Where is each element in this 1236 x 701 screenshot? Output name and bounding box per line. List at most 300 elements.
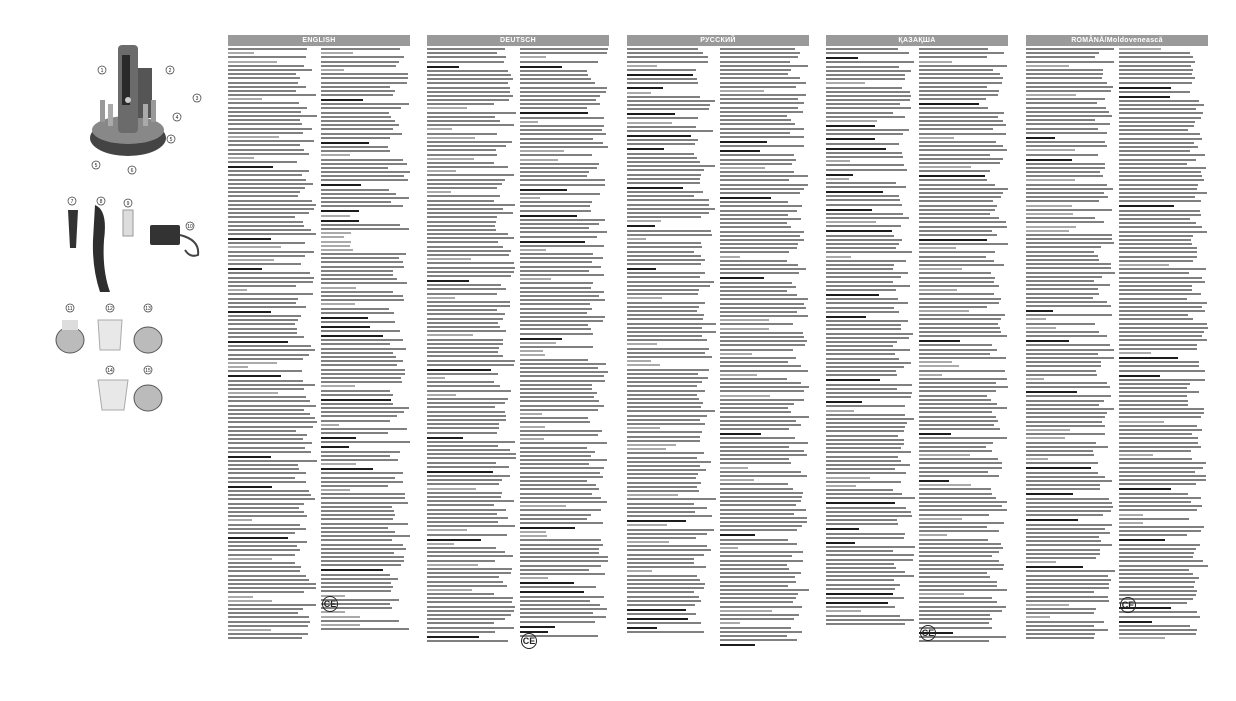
text-line [1119, 247, 1197, 249]
text-line [627, 631, 704, 633]
text-line [919, 170, 990, 172]
text-line [520, 219, 605, 221]
text-line [720, 631, 802, 633]
text-line [228, 82, 298, 84]
text-line [720, 65, 808, 67]
text-line [720, 644, 755, 646]
text-line [427, 373, 498, 375]
text-line [321, 133, 402, 135]
text-line [826, 456, 898, 458]
text-line [228, 77, 300, 79]
text-line [427, 618, 505, 620]
text-line [1026, 544, 1112, 546]
text-line [1026, 267, 1111, 269]
text-line [1119, 383, 1190, 385]
text-line [228, 442, 312, 444]
callout-5: 5 [169, 137, 173, 143]
text-line [826, 285, 910, 287]
text-line [427, 441, 515, 443]
text-line [427, 500, 514, 502]
text-line [919, 416, 996, 418]
text-line [321, 321, 395, 323]
text-line [1026, 404, 1099, 406]
text-line [520, 522, 603, 524]
text-line [919, 318, 1001, 320]
text-line [427, 99, 509, 101]
text-line [627, 314, 704, 316]
text-line [919, 551, 999, 553]
text-line [228, 132, 303, 134]
text-line [228, 285, 296, 287]
text-line [520, 350, 543, 352]
text-line [826, 186, 906, 188]
text-line [228, 65, 304, 67]
text-line [321, 343, 390, 345]
text-line [1119, 379, 1205, 381]
text-line [720, 618, 794, 620]
text-line [427, 74, 511, 76]
text-line [228, 554, 295, 556]
text-line [427, 483, 499, 485]
text-line [720, 159, 796, 161]
text-line [627, 113, 675, 115]
text-line [228, 183, 313, 185]
text-line [627, 622, 701, 624]
text-line [1026, 472, 1098, 474]
text-line [826, 70, 911, 72]
text-line [919, 614, 990, 616]
text-line [1119, 565, 1208, 567]
text-line [1119, 344, 1197, 346]
text-line [228, 621, 310, 623]
text-line [919, 382, 996, 384]
text-line [826, 511, 911, 513]
text-line [1026, 524, 1112, 526]
text-line [321, 415, 397, 417]
text-line [427, 539, 481, 541]
text-line [627, 220, 661, 222]
text-line [228, 447, 305, 449]
text-line [826, 213, 903, 215]
text-line [1119, 226, 1202, 228]
text-line [826, 78, 905, 80]
text-line [1026, 561, 1056, 563]
text-line [720, 374, 757, 376]
text-line [520, 413, 542, 415]
text-line [427, 120, 500, 122]
text-line [427, 593, 494, 595]
text-line [720, 601, 793, 603]
text-line [919, 454, 970, 456]
text-line [826, 103, 900, 105]
text-line [627, 427, 660, 429]
text-line [427, 437, 463, 439]
text-line [321, 407, 409, 409]
text-line [427, 572, 511, 574]
text-line [1026, 335, 1107, 337]
text-line [826, 320, 908, 322]
text-line [919, 103, 979, 105]
text-line [826, 225, 901, 227]
text-line [1119, 87, 1171, 89]
text-line [228, 591, 304, 593]
text-line [520, 608, 607, 610]
text-line [826, 276, 901, 278]
text-line [720, 492, 803, 494]
text-line [826, 443, 904, 445]
text-line [520, 138, 593, 140]
text-line [919, 268, 962, 270]
text-line [520, 539, 601, 541]
text-line [1026, 301, 1107, 303]
text-line [228, 392, 278, 394]
text-line [1026, 450, 1093, 452]
text-line [1026, 608, 1096, 610]
text-line [627, 69, 696, 71]
text-line [321, 228, 409, 230]
text-line [720, 568, 789, 570]
text-line [919, 442, 993, 444]
text-line [919, 256, 986, 258]
text-line [427, 174, 514, 176]
text-line [1119, 425, 1197, 427]
text-line [720, 622, 740, 624]
text-line [321, 112, 389, 114]
text-line [321, 120, 395, 122]
text-line [427, 166, 508, 168]
text-line [1119, 52, 1190, 54]
text-line [1119, 505, 1202, 507]
text-line [1119, 56, 1193, 58]
text-line [520, 154, 592, 156]
text-line [627, 56, 708, 58]
text-line [919, 378, 1007, 380]
text-line [826, 537, 904, 539]
text-line [321, 94, 393, 96]
text-line [627, 410, 715, 412]
text-line [228, 90, 296, 92]
text-line [228, 242, 305, 244]
text-line [627, 520, 686, 522]
callout-15: 15 [145, 368, 151, 374]
text-line [1119, 479, 1206, 481]
text-line [228, 179, 306, 181]
text-line [826, 477, 870, 479]
text-line [720, 332, 803, 334]
text-line [919, 128, 993, 130]
text-line [826, 156, 903, 158]
text-line [1026, 149, 1075, 151]
text-line [520, 493, 592, 495]
text-line [1026, 154, 1098, 156]
text-line [1119, 577, 1199, 579]
text-line [720, 555, 792, 557]
text-line [427, 471, 493, 473]
text-line [520, 544, 603, 546]
text-line [1119, 218, 1190, 220]
text-line [1026, 528, 1105, 530]
text-line [919, 424, 994, 426]
text-line [228, 558, 272, 560]
text-line [321, 502, 408, 504]
text-line [321, 624, 360, 626]
text-line [520, 380, 605, 382]
text-line [1119, 625, 1190, 627]
text-line [1026, 167, 1105, 169]
text-line [520, 409, 598, 411]
text-line [720, 483, 788, 485]
text-line [720, 340, 807, 342]
text-line [720, 201, 788, 203]
text-line [427, 322, 498, 324]
text-line [520, 548, 599, 550]
text-line [720, 163, 792, 165]
text-line [520, 488, 599, 490]
text-line [1026, 327, 1056, 329]
text-line [321, 312, 394, 314]
text-line [919, 407, 1007, 409]
text-line [1026, 386, 1110, 388]
text-line [826, 235, 894, 237]
text-line [720, 123, 795, 125]
text-line [919, 601, 997, 603]
text-line [228, 637, 302, 639]
text-line [321, 339, 403, 341]
text-line [427, 284, 501, 286]
text-line [720, 98, 798, 100]
text-line [720, 154, 794, 156]
text-line [720, 222, 787, 224]
text-line [1119, 552, 1194, 554]
text-line [228, 306, 306, 308]
text-line [1026, 498, 1109, 500]
text-line [1026, 446, 1108, 448]
text-line [919, 433, 951, 435]
text-line [919, 361, 952, 363]
text-line [720, 437, 795, 439]
text-line [627, 293, 698, 295]
text-line [427, 585, 507, 587]
text-line [321, 364, 397, 366]
text-line [228, 434, 307, 436]
text-line [321, 390, 390, 392]
text-line [627, 436, 700, 438]
text-line [627, 490, 699, 492]
text-line [520, 621, 595, 623]
text-line [228, 486, 272, 488]
text-line [520, 129, 602, 131]
text-line [627, 482, 701, 484]
text-line [1026, 314, 1112, 316]
text-line [826, 353, 895, 355]
text-line [427, 61, 504, 63]
text-line [1119, 163, 1187, 165]
text-line [919, 264, 1004, 266]
text-line [627, 268, 656, 270]
text-line [520, 324, 588, 326]
text-line [720, 145, 804, 147]
text-line [228, 430, 296, 432]
text-line [427, 158, 474, 160]
text-line [919, 48, 988, 50]
text-line [627, 310, 697, 312]
text-line [427, 162, 494, 164]
text-line [321, 184, 361, 186]
text-line [321, 369, 405, 371]
text-line [627, 473, 698, 475]
text-line [1026, 246, 1101, 248]
text-line [919, 501, 1007, 503]
text-line [520, 472, 600, 474]
text-line [826, 370, 896, 372]
text-line [720, 420, 796, 422]
text-line [720, 479, 754, 481]
text-line [427, 326, 500, 328]
text-line [720, 272, 799, 274]
callout-8: 8 [99, 199, 103, 205]
text-line [520, 236, 597, 238]
text-line [919, 133, 1006, 135]
text-line [720, 251, 789, 253]
text-line [427, 415, 506, 417]
text-line [826, 489, 893, 491]
text-line [1119, 117, 1201, 119]
text-line [919, 260, 994, 262]
text-line [520, 133, 606, 135]
text-line [826, 349, 910, 351]
text-line [919, 310, 969, 312]
text-line [427, 187, 497, 189]
text-line [919, 65, 1007, 67]
text-line [627, 259, 705, 261]
text-line [520, 189, 567, 191]
text-line [1026, 361, 1101, 363]
text-line [627, 562, 694, 564]
text-line [627, 498, 716, 500]
text-line [427, 547, 496, 549]
text-line [720, 517, 807, 519]
accessories-drawing [56, 205, 198, 411]
text-line [1026, 604, 1069, 606]
text-line [520, 52, 607, 54]
text-line [1026, 259, 1099, 261]
text-line [321, 539, 392, 541]
text-line [520, 253, 593, 255]
text-line [321, 477, 395, 479]
text-line [1119, 61, 1195, 63]
text-line [321, 116, 391, 118]
text-line [919, 289, 957, 291]
text-line [427, 427, 499, 429]
text-line [627, 604, 695, 606]
text-line [520, 405, 604, 407]
text-line [826, 362, 911, 364]
text-line [228, 187, 305, 189]
text-line [1119, 370, 1205, 372]
text-line [919, 509, 1007, 511]
text-line [520, 371, 608, 373]
text-line [720, 86, 796, 88]
text-line [520, 82, 595, 84]
text-line [520, 384, 592, 386]
text-line [228, 255, 305, 257]
text-line [520, 312, 587, 314]
text-line [919, 285, 999, 287]
text-line [427, 445, 498, 447]
text-line [1026, 506, 1113, 508]
text-line [427, 479, 502, 481]
text-line [321, 308, 389, 310]
text-line [919, 61, 952, 63]
text-line [1026, 493, 1073, 495]
text-line [1119, 179, 1204, 181]
text-line [720, 390, 804, 392]
text-line [826, 152, 902, 154]
text-line [520, 455, 591, 457]
text-line [321, 399, 391, 401]
callout-14: 14 [107, 368, 113, 374]
text-line [1119, 205, 1174, 207]
text-line [520, 215, 577, 217]
text-line [627, 627, 657, 629]
text-line [720, 551, 803, 553]
text-line [228, 289, 247, 291]
text-line [321, 69, 344, 71]
callout-3: 3 [195, 96, 199, 102]
text-line [627, 161, 700, 163]
text-line [826, 430, 904, 432]
text-line [1119, 544, 1200, 546]
text-line [1026, 82, 1107, 84]
text-line [1119, 104, 1204, 106]
text-line [520, 527, 575, 529]
text-line [228, 366, 248, 368]
text-line [720, 243, 798, 245]
text-line [321, 210, 359, 212]
text-line [720, 115, 787, 117]
column-header: ENGLISH [228, 35, 410, 46]
text-line [826, 217, 909, 219]
text-line [520, 197, 540, 199]
text-line [228, 195, 298, 197]
text-line [720, 197, 771, 199]
text-line [1119, 471, 1195, 473]
text-line [627, 600, 701, 602]
text-line [520, 117, 604, 119]
text-line [321, 274, 393, 276]
text-line [1119, 196, 1195, 198]
text-line [627, 339, 707, 341]
text-line [321, 205, 403, 207]
text-line [321, 611, 345, 613]
text-line [826, 502, 895, 504]
text-line [826, 593, 893, 595]
text-line [720, 286, 796, 288]
text-line [228, 86, 306, 88]
text-line [919, 353, 990, 355]
text-line [627, 385, 697, 387]
text-line [627, 533, 707, 535]
text-line [720, 336, 804, 338]
text-line [1119, 82, 1192, 84]
text-line [321, 303, 355, 305]
text-line [228, 549, 300, 551]
text-line [627, 302, 705, 304]
text-line [826, 239, 902, 241]
text-line [826, 174, 853, 176]
ce-mark: CE [920, 625, 936, 641]
text-line [826, 418, 914, 420]
